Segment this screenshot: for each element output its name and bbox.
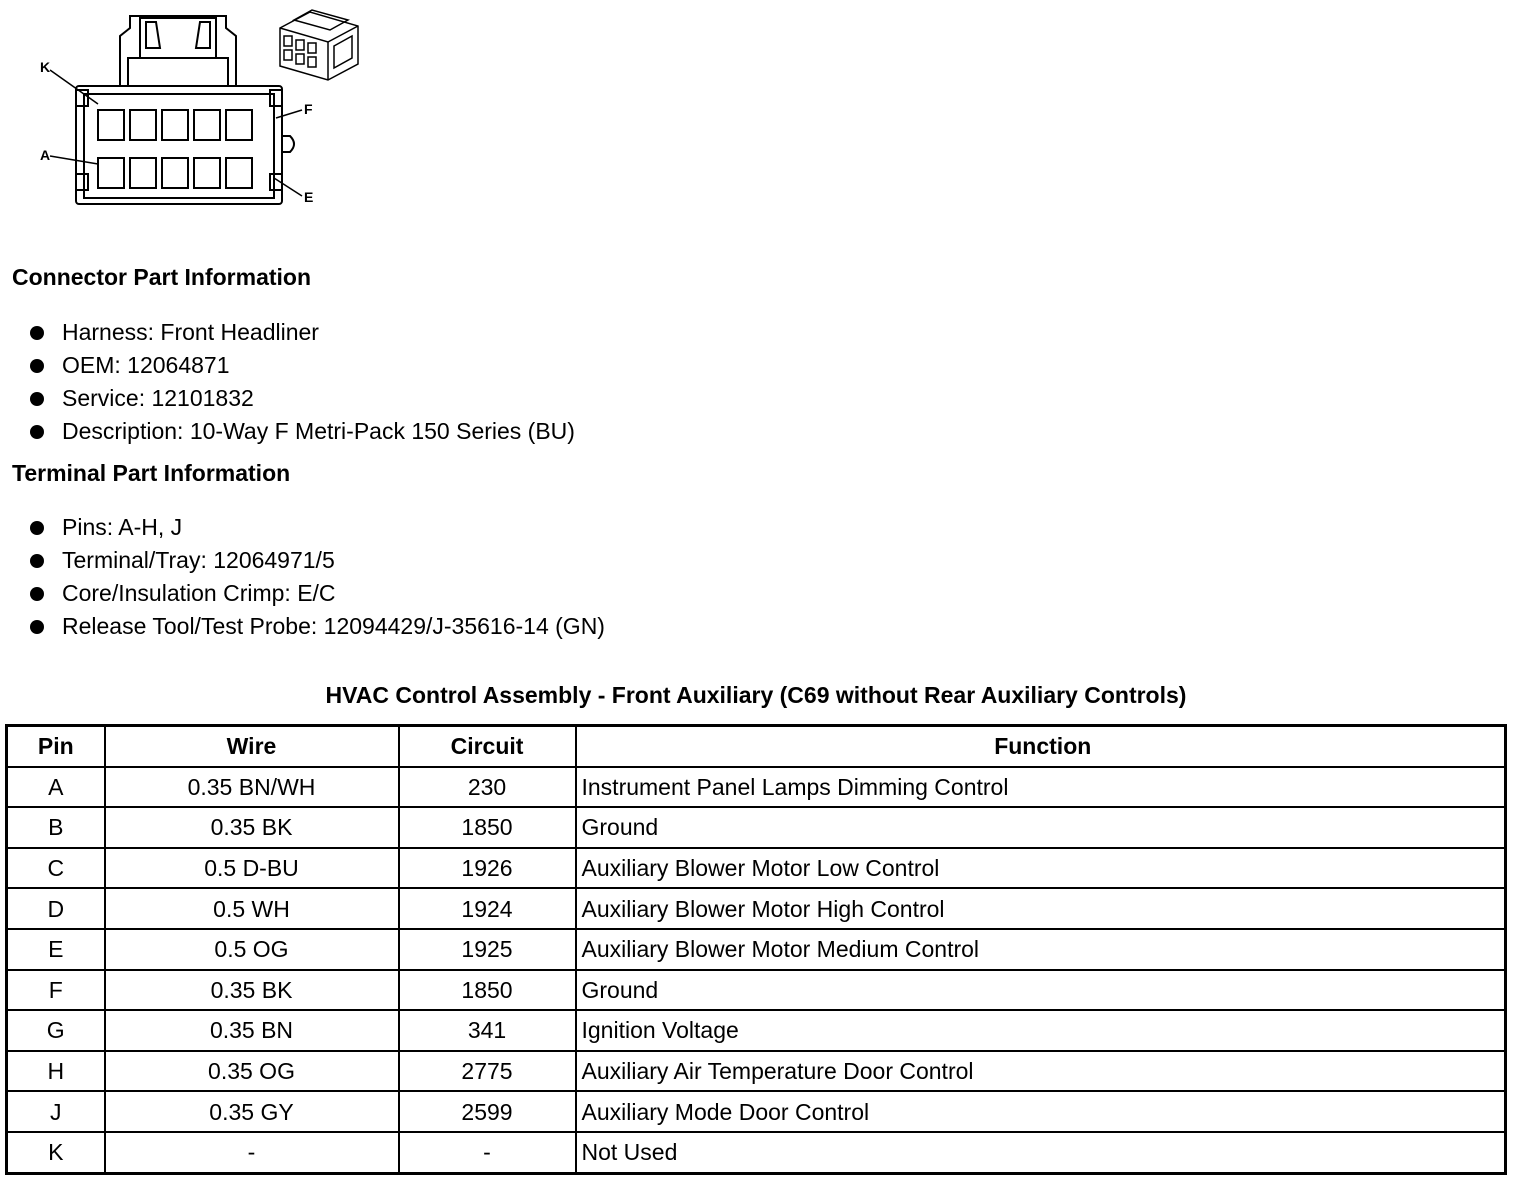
circuit-cell: 1850 [399, 807, 576, 848]
function-cell: Not Used [576, 1132, 1506, 1173]
function-cell: Ground [576, 970, 1506, 1011]
wire-cell: 0.35 BN/WH [105, 767, 399, 808]
circuit-cell: 341 [399, 1010, 576, 1051]
pin-cell: J [7, 1091, 105, 1132]
pin-cell: E [7, 929, 105, 970]
terminal-info-heading: Terminal Part Information [12, 460, 291, 486]
connector-info-list [28, 316, 575, 448]
header-wire: Wire [105, 726, 399, 767]
wire-cell: 0.5 OG [105, 929, 399, 970]
list-item: OEM: 12064871 [28, 349, 575, 382]
bullet-icon [30, 425, 44, 439]
circuit-cell: 1850 [399, 970, 576, 1011]
table-row [7, 1132, 1506, 1173]
bullet-icon [30, 359, 44, 373]
circuit-cell: 230 [399, 767, 576, 808]
wire-cell: 0.5 D-BU [105, 848, 399, 889]
table-row [7, 970, 1506, 1011]
wire-cell: 0.35 GY [105, 1091, 399, 1132]
bullet-icon [30, 521, 44, 535]
cavity [98, 110, 124, 140]
connector-info-heading: Connector Part Information [12, 264, 312, 290]
cavity [130, 158, 156, 188]
pin-cell: K [7, 1132, 105, 1173]
list-item: Terminal/Tray: 12064971/5 [28, 544, 605, 577]
terminal-info-list [28, 511, 605, 643]
function-cell: Auxiliary Blower Motor High Control [576, 888, 1506, 929]
cavity [194, 110, 220, 140]
function-cell: Auxiliary Blower Motor Medium Control [576, 929, 1506, 970]
cavity [194, 158, 220, 188]
table-row [7, 767, 1506, 808]
wire-cell: 0.5 WH [105, 888, 399, 929]
table-row [7, 1051, 1506, 1092]
table-row [7, 1091, 1506, 1132]
cavity [98, 158, 124, 188]
bullet-icon [30, 326, 44, 340]
pin-cell: H [7, 1051, 105, 1092]
bullet-icon [30, 554, 44, 568]
connector-cavities [98, 110, 252, 188]
list-item: Core/Insulation Crimp: E/C [28, 577, 605, 610]
wire-cell: 0.35 BK [105, 807, 399, 848]
wire-cell: 0.35 BN [105, 1010, 399, 1051]
pin-cell: B [7, 807, 105, 848]
cavity [162, 110, 188, 140]
circuit-cell: 2775 [399, 1051, 576, 1092]
table-row [7, 848, 1506, 889]
function-cell: Auxiliary Blower Motor Low Control [576, 848, 1506, 889]
cavity [226, 158, 252, 188]
pin-table [5, 724, 1507, 1175]
header-circuit: Circuit [399, 726, 576, 767]
list-item: Harness: Front Headliner [28, 316, 575, 349]
table-row [7, 929, 1506, 970]
circuit-cell: 1925 [399, 929, 576, 970]
header-function: Function [576, 726, 1506, 767]
pin-cell: C [7, 848, 105, 889]
connector-face-diagram [28, 6, 373, 216]
header-pin: Pin [7, 726, 105, 767]
wire-cell: - [105, 1132, 399, 1173]
pin-cell: A [7, 767, 105, 808]
wire-cell: 0.35 BK [105, 970, 399, 1011]
function-cell: Auxiliary Mode Door Control [576, 1091, 1506, 1132]
function-cell: Ground [576, 807, 1506, 848]
circuit-cell: 1926 [399, 848, 576, 889]
wire-cell: 0.35 OG [105, 1051, 399, 1092]
cavity-label-f: F [304, 101, 313, 117]
list-item: Description: 10-Way F Metri-Pack 150 Series (BU) [28, 415, 575, 448]
list-item: Release Tool/Test Probe: 12094429/J-35616-14 (GN) [28, 610, 605, 643]
cavity-label-e: E [304, 189, 314, 205]
pin-cell: D [7, 888, 105, 929]
bullet-icon [30, 392, 44, 406]
table-row [7, 888, 1506, 929]
cavity [130, 110, 156, 140]
cavity-label-k: K [40, 59, 51, 75]
circuit-cell: 2599 [399, 1091, 576, 1132]
circuit-cell: - [399, 1132, 576, 1173]
table-title: HVAC Control Assembly - Front Auxiliary (C69 without Rear Auxiliary Controls) [325, 682, 1187, 708]
list-item: Pins: A-H, J [28, 511, 605, 544]
cavity [226, 110, 252, 140]
function-cell: Instrument Panel Lamps Dimming Control [576, 767, 1506, 808]
table-header-row [7, 726, 1506, 767]
table-row [7, 1010, 1506, 1051]
function-cell: Ignition Voltage [576, 1010, 1506, 1051]
cavity-label-a: A [40, 147, 51, 163]
list-item: Service: 12101832 [28, 382, 575, 415]
circuit-cell: 1924 [399, 888, 576, 929]
bullet-icon [30, 620, 44, 634]
function-cell: Auxiliary Air Temperature Door Control [576, 1051, 1506, 1092]
bullet-icon [30, 587, 44, 601]
cavity [162, 158, 188, 188]
pin-cell: F [7, 970, 105, 1011]
pin-cell: G [7, 1010, 105, 1051]
connector-iso-icon [280, 10, 358, 80]
table-row [7, 807, 1506, 848]
